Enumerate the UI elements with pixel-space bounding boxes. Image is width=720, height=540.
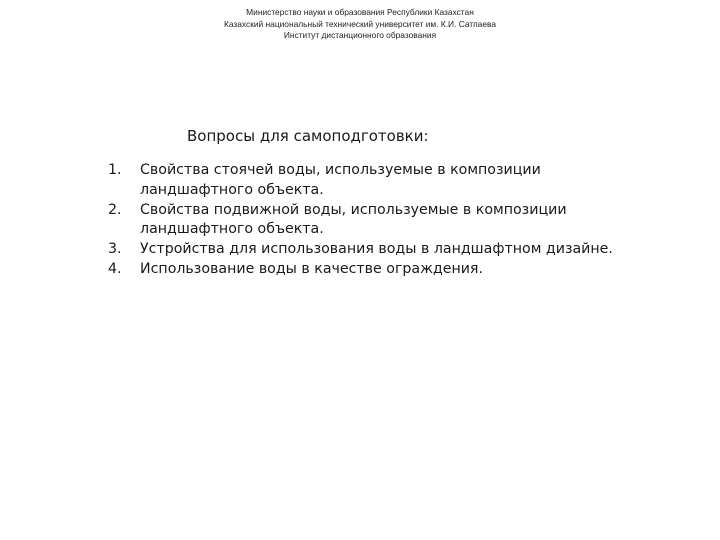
question-text: Свойства стоячей воды, используемые в композиции ландшафтного объекта. bbox=[140, 162, 541, 198]
question-text: Свойства подвижной воды, используемые в композиции ландшафтного объекта. bbox=[140, 201, 567, 238]
institute-line: Институт дистанционного образования bbox=[283, 30, 437, 40]
ministry-line: Министерство науки и образования Республики Казахстан bbox=[246, 7, 474, 17]
question-item bbox=[108, 161, 630, 201]
question-number: 4. bbox=[108, 260, 122, 277]
question-item bbox=[108, 260, 630, 280]
question-list bbox=[108, 161, 630, 280]
question-text: Устройства для использования воды в ландшафтном дизайне. bbox=[140, 241, 613, 258]
question-number: 3. bbox=[108, 241, 122, 258]
institution-header bbox=[0, 7, 720, 42]
question-number: 2. bbox=[108, 201, 122, 218]
page-title: Вопросы для самоподготовки: bbox=[187, 127, 429, 145]
question-number: 1. bbox=[108, 162, 122, 178]
question-item bbox=[108, 240, 630, 260]
question-text: Использование воды в качестве ограждения. bbox=[140, 260, 483, 277]
university-line: Казахский национальный технический университет им. К.И. Сатпаева bbox=[223, 18, 497, 29]
question-item bbox=[108, 201, 630, 241]
